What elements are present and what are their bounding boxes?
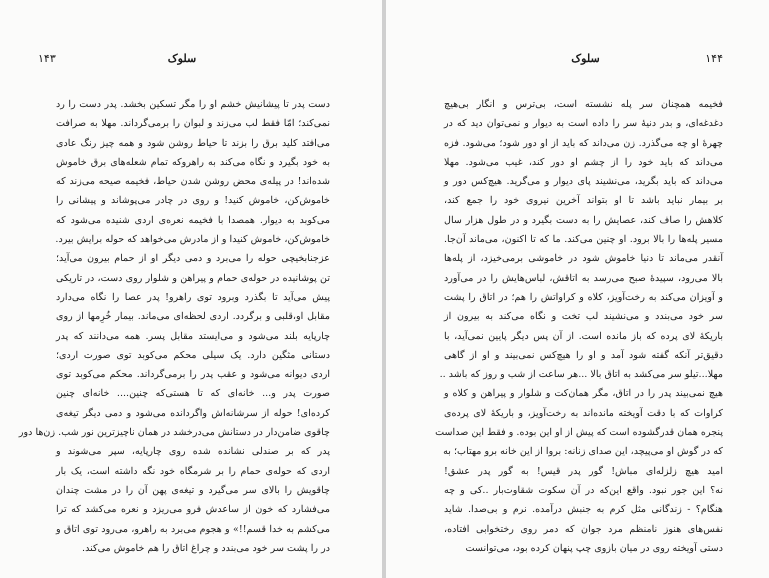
- text-line: پنجره همان قدرگشوده است که پیش از او این بوده. و فقط این صداست: [435, 427, 723, 439]
- text-line: می‌داند که باید خود را از چشم او دور کند، غیب می‌شود. مهلا: [444, 156, 723, 168]
- text-line: مسیر پله‌ها را بالا برود. او چنین می‌کند. ما که تا اکنون، می‌ماند آن‌جا.: [444, 234, 723, 246]
- text-line: در را پشت سر خود می‌بندد و چراغ اتاق را هم خاموش می‌کند.: [82, 542, 330, 554]
- text-line: و آویزان می‌کند به رخت‌آویز، کلاه و کراواتش را هم؛ در اتاق را پشت: [444, 291, 723, 303]
- text-line: دستانی مثگین دارد. یک سیلی محکم می‌کوبد توی صورت اردی؛: [56, 349, 330, 361]
- right-page: [385, 0, 769, 578]
- text-line: بالا می‌رود، سپیدهٔ صبح می‌رسد به اتاقش، لباس‌هایش را در می‌آورد: [444, 272, 723, 284]
- text-line: عزجنابخیچی حوله را می‌برد و دمی دیگر او از حمام بیرون می‌آید؛: [56, 253, 330, 265]
- text-line: سر خود می‌بندد و می‌نشیند لب تخت و نگاه می‌کند به بیرون از: [444, 311, 723, 323]
- text-line: صورت پدر و... خانه‌ای که تا هستی‌که چنین.... خانه‌ای چنین: [56, 388, 330, 400]
- text-line: کراوات که با دقت آویخته مانده‌اند به رخت‌آویز، و باریکهٔ لای پرده‌ی: [444, 407, 723, 419]
- text-line: امید هیچ زلزله‌ای مباش! گور پدر قیس! به گور پدر عشق!: [444, 465, 723, 477]
- running-title: سلوک: [571, 52, 600, 65]
- text-line: اردی که حوله‌ی حمام را بر شرمگاه خود نگه داشته است، یک بار: [56, 465, 330, 477]
- text-line: می‌کوبد به دیوار. همصدا با فخیمه نعره‌ی اردی شنیده می‌شود که: [56, 214, 330, 226]
- page-body: [435, 95, 723, 558]
- running-head: [448, 52, 723, 68]
- text-line: چهره‌ٔ او چه می‌گذرد. زن می‌داند که باید از او دور شود؛ می‌شود. فزه: [444, 137, 723, 149]
- text-line: باریکهٔ لای پرده که باز مانده است. از آن پس دیگر پایین نمی‌آید، با: [444, 330, 723, 342]
- text-line: می‌کشم به خدا قسم!!» و هجوم می‌برد به راهرو، می‌رود توی اتاق و: [56, 523, 330, 535]
- text-line: دغدغه‌ای، و بدر دنیهٔ سر را داده است به دیوار و نمی‌توان دید که در: [444, 118, 723, 130]
- text-line: هنگام؟ - زندگانی مثل کرم به جنبش درآمده. نرم و بی‌صدا. شاید: [444, 504, 723, 516]
- page-number: ۱۴۴: [705, 52, 723, 65]
- page-body: [18, 95, 330, 558]
- text-line: نفس‌های هنوز نامنظم مرد جوان که دمر روی رختخوابی افتاده،: [444, 523, 723, 535]
- text-line: به خود بگیرد و نگاه می‌کند به راهروکه تمام شعله‌های برق خاموش: [56, 156, 330, 168]
- text-line: آنقدر می‌ماند تا دنیا خاموش شود در خاموشی برمی‌خیزد، از پله‌ها: [444, 253, 723, 265]
- text-line: خاموش‌کن، خاموش کنید! و روی در چادر می‌پوشاند و پیشانی را: [56, 195, 330, 207]
- text-line: بر بیمار نباید باشد تا او بتواند آخرین نیروی خود را جمع کند،: [444, 195, 723, 207]
- text-line: شده‌اند! در پیله‌ی محض روشن شدن حیاط، فخیمه صیحه می‌زند که: [56, 176, 330, 188]
- text-line: نمی‌کند؛ امّا فقط لب می‌زند و لبوان را برمی‌گرداند. مهلا به صرافت: [56, 118, 330, 130]
- text-line: دستی آویخته روی در میان بازوی چپ پنهان کرده بود، می‌توانست: [465, 542, 723, 554]
- text-line: چاقوی ضامن‌دار در دستانش می‌درخشد در همان ناچیزترین نور شب. زن‌ها دور: [18, 427, 330, 439]
- text-line: مهلا...تیلو سر می‌کشد به اتاق بالا ...هر ساعت از شب و روز که باشد ..: [439, 369, 723, 381]
- text-line: چاقویش را بالای سر می‌گیرد و تیغه‌ی پهن آن را در مشت چندان: [56, 484, 330, 496]
- text-line: دقیق‌تر آنکه گفته شود آمد و او را هیچ‌کس نمی‌بیند و او از گاهی: [444, 349, 723, 361]
- text-line: که در گوش او می‌پیچد، این صدای زنانه: بروا از این خانه برو مهتاب؛ به: [443, 446, 723, 458]
- text-line: پیش می‌آید تا بگذرد وبرود توی راهرو! پدر عصا را نگاه می‌دارد: [56, 291, 330, 303]
- text-line: تن پوشانیده در حوله‌ی حمام و پیراهن و شلوار روی دست، در تاریکی: [56, 272, 330, 284]
- text-line: نه؟ این جور نبود. واقع این‌که در آن سکوت شقاوت‌بار ..کی و چه: [444, 484, 723, 496]
- text-line: هیچ نمی‌بیند پدر را در اتاق، مگر همان‌کت و شلوار و پیراهن و کلاه و: [444, 388, 723, 400]
- text-line: می‌داند که باید بگرید، می‌نشیند پای دیوار و می‌گرید. هیچ‌کس دور و: [444, 176, 723, 188]
- text-line: چارپایه بلند می‌شود و می‌ایستد مقابل پسر. همه می‌دانند که پدر: [56, 330, 330, 342]
- text-line: خاموش‌کن، خاموش کنیدا و از مادرش می‌خواهد که حوله برایش بیرد.: [55, 234, 330, 246]
- text-line: فخیمه همچنان سر پله نشسته است، بی‌ترس و انگار بی‌هیچ: [444, 99, 723, 110]
- text-line: پدر که بر صندلی نشانده شده روی چارپایه، سپر می‌شوند و: [56, 446, 330, 458]
- running-title: سلوک: [167, 52, 197, 65]
- left-page: [0, 0, 383, 578]
- text-line: مقابل او،قلبی و برگردد. اردی لحظه‌ای می‌ماند. بیمار خُرِمها از روی: [56, 311, 330, 323]
- running-head: [38, 52, 326, 68]
- text-line: کلاهش را صاف کند، عصایش را به دست بگیرد و در طول هزار سال: [444, 214, 723, 226]
- text-line: کرده‌ای! حوله از سرشانه‌اش واگردانده می‌شود و دمی دیگر تیغه‌ی: [56, 407, 330, 419]
- text-line: می‌افتد کلید برق را بزند تا حیاط روشن شود و همه چیز رنگ عادی: [56, 137, 330, 149]
- text-line: اردی دیوانه می‌شود و عقب پدر را برمی‌گرداند. محکم می‌کوبد توی: [56, 369, 330, 381]
- text-line: می‌فشارد که خون از ساعدش فرو می‌ریزد و نعره می‌کشد که ترا: [56, 504, 330, 516]
- page-number: ۱۴۳: [38, 52, 56, 65]
- text-line: دست پدر تا پیشانیش خشم او را مگر تسکین بخشد. پدر دست را رد: [56, 99, 330, 110]
